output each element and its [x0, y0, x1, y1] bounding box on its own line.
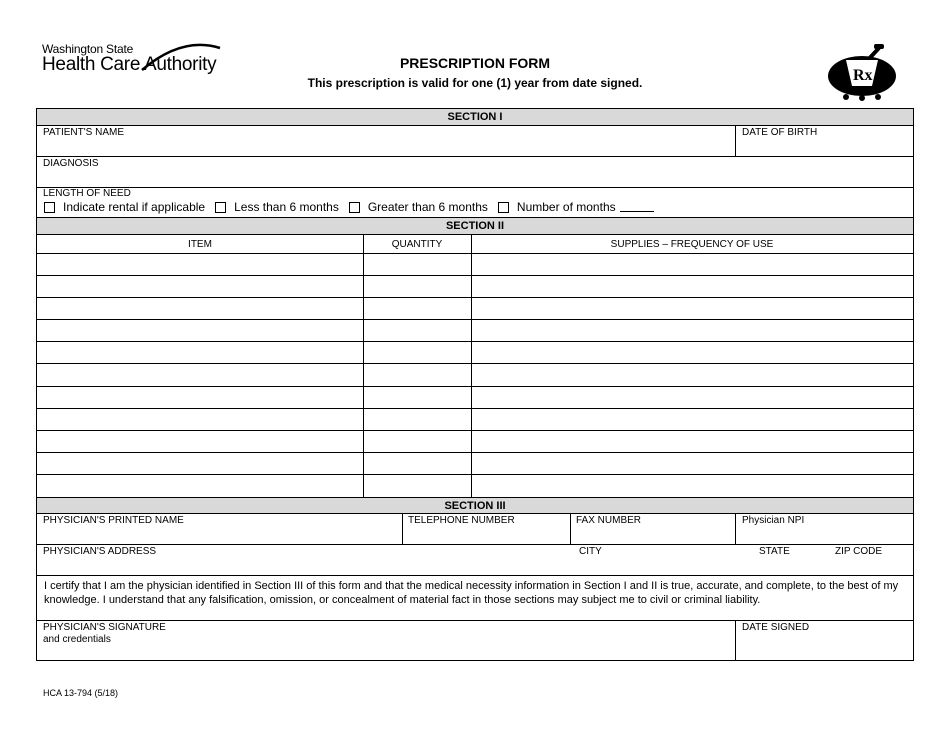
number-months-blank[interactable] [620, 202, 654, 212]
items-divider-1 [363, 235, 364, 497]
credentials-label: and credentials [43, 634, 111, 645]
agency-line-2: Health Care Authority [42, 54, 217, 75]
option-number-months-label: Number of months [516, 200, 616, 214]
col-item: ITEM [188, 239, 212, 250]
rx-mortar-pestle-icon [826, 42, 900, 102]
option-less-6[interactable] [215, 200, 339, 214]
patient-name-label: PATIENT'S NAME [43, 127, 124, 138]
physician-address-row [37, 545, 913, 576]
table-row[interactable] [37, 276, 913, 298]
items-table-header [37, 235, 913, 254]
table-row[interactable] [37, 431, 913, 453]
option-less-6-label: Less than 6 months [234, 200, 339, 214]
section-1-header: SECTION I [37, 109, 913, 126]
physician-name-label: PHYSICIAN'S PRINTED NAME [43, 515, 184, 526]
dob-label: DATE OF BIRTH [742, 127, 818, 138]
signature-row [37, 620, 913, 661]
signature-label: PHYSICIAN'S SIGNATURE [43, 622, 166, 633]
number-months-checkbox[interactable] [498, 202, 509, 213]
option-greater-6[interactable] [349, 200, 488, 214]
option-greater-6-label: Greater than 6 months [367, 200, 488, 214]
table-row[interactable] [37, 320, 913, 342]
table-row[interactable] [37, 298, 913, 320]
agency-line-1: Washington State [42, 42, 134, 56]
option-rental-label: Indicate rental if applicable [63, 200, 206, 214]
divider [570, 514, 571, 544]
city-label: CITY [579, 546, 602, 557]
less-6-months-checkbox[interactable] [215, 202, 226, 213]
table-row[interactable] [37, 409, 913, 431]
table-row[interactable] [37, 453, 913, 475]
option-number-months[interactable] [498, 200, 654, 214]
table-row[interactable] [37, 365, 913, 387]
items-divider-2 [471, 235, 472, 497]
length-of-need-label: LENGTH OF NEED [43, 188, 131, 199]
greater-6-months-checkbox[interactable] [349, 202, 360, 213]
patient-name-row [37, 126, 913, 157]
form-number: HCA 13-794 (5/18) [43, 688, 119, 698]
address-label: PHYSICIAN'S ADDRESS [43, 546, 157, 557]
col-supplies: SUPPLIES – FREQUENCY OF USE [610, 239, 774, 250]
rental-checkbox[interactable] [44, 202, 55, 213]
state-label: STATE [759, 546, 790, 557]
divider [735, 621, 736, 661]
section-3-header: SECTION III [37, 497, 913, 514]
diagnosis-row [37, 157, 913, 188]
form-subtitle: This prescription is valid for one (1) year from date signed. [307, 76, 643, 90]
divider [735, 514, 736, 544]
table-row[interactable] [37, 387, 913, 409]
length-options [44, 200, 664, 214]
zip-label: ZIP CODE [835, 546, 883, 557]
divider [402, 514, 403, 544]
divider [735, 126, 736, 156]
certification-statement: I certify that I am the physician identified in Section III of this form and that the medical necessity information in Section I and II is true, accurate, and complete, to the best of my knowledge. I understand that any falsification, omission, or concealment of material fact in those sections may subject me to civil or criminal liability. [44, 580, 899, 606]
section-2-header: SECTION II [37, 218, 913, 235]
form-title: PRESCRIPTION FORM [399, 55, 551, 71]
rx-symbol: Rx [853, 67, 873, 84]
table-row[interactable] [37, 254, 913, 276]
diagnosis-label: DIAGNOSIS [43, 158, 99, 169]
table-row[interactable] [37, 475, 913, 497]
table-row[interactable] [37, 342, 913, 364]
npi-label: Physician NPI [742, 515, 805, 526]
date-signed-label: DATE SIGNED [742, 622, 810, 633]
prescription-form [36, 108, 914, 661]
physician-info-row [37, 514, 913, 545]
col-quantity: QUANTITY [391, 239, 443, 250]
telephone-label: TELEPHONE NUMBER [408, 515, 515, 526]
fax-label: FAX NUMBER [576, 515, 642, 526]
option-rental[interactable] [44, 200, 205, 214]
